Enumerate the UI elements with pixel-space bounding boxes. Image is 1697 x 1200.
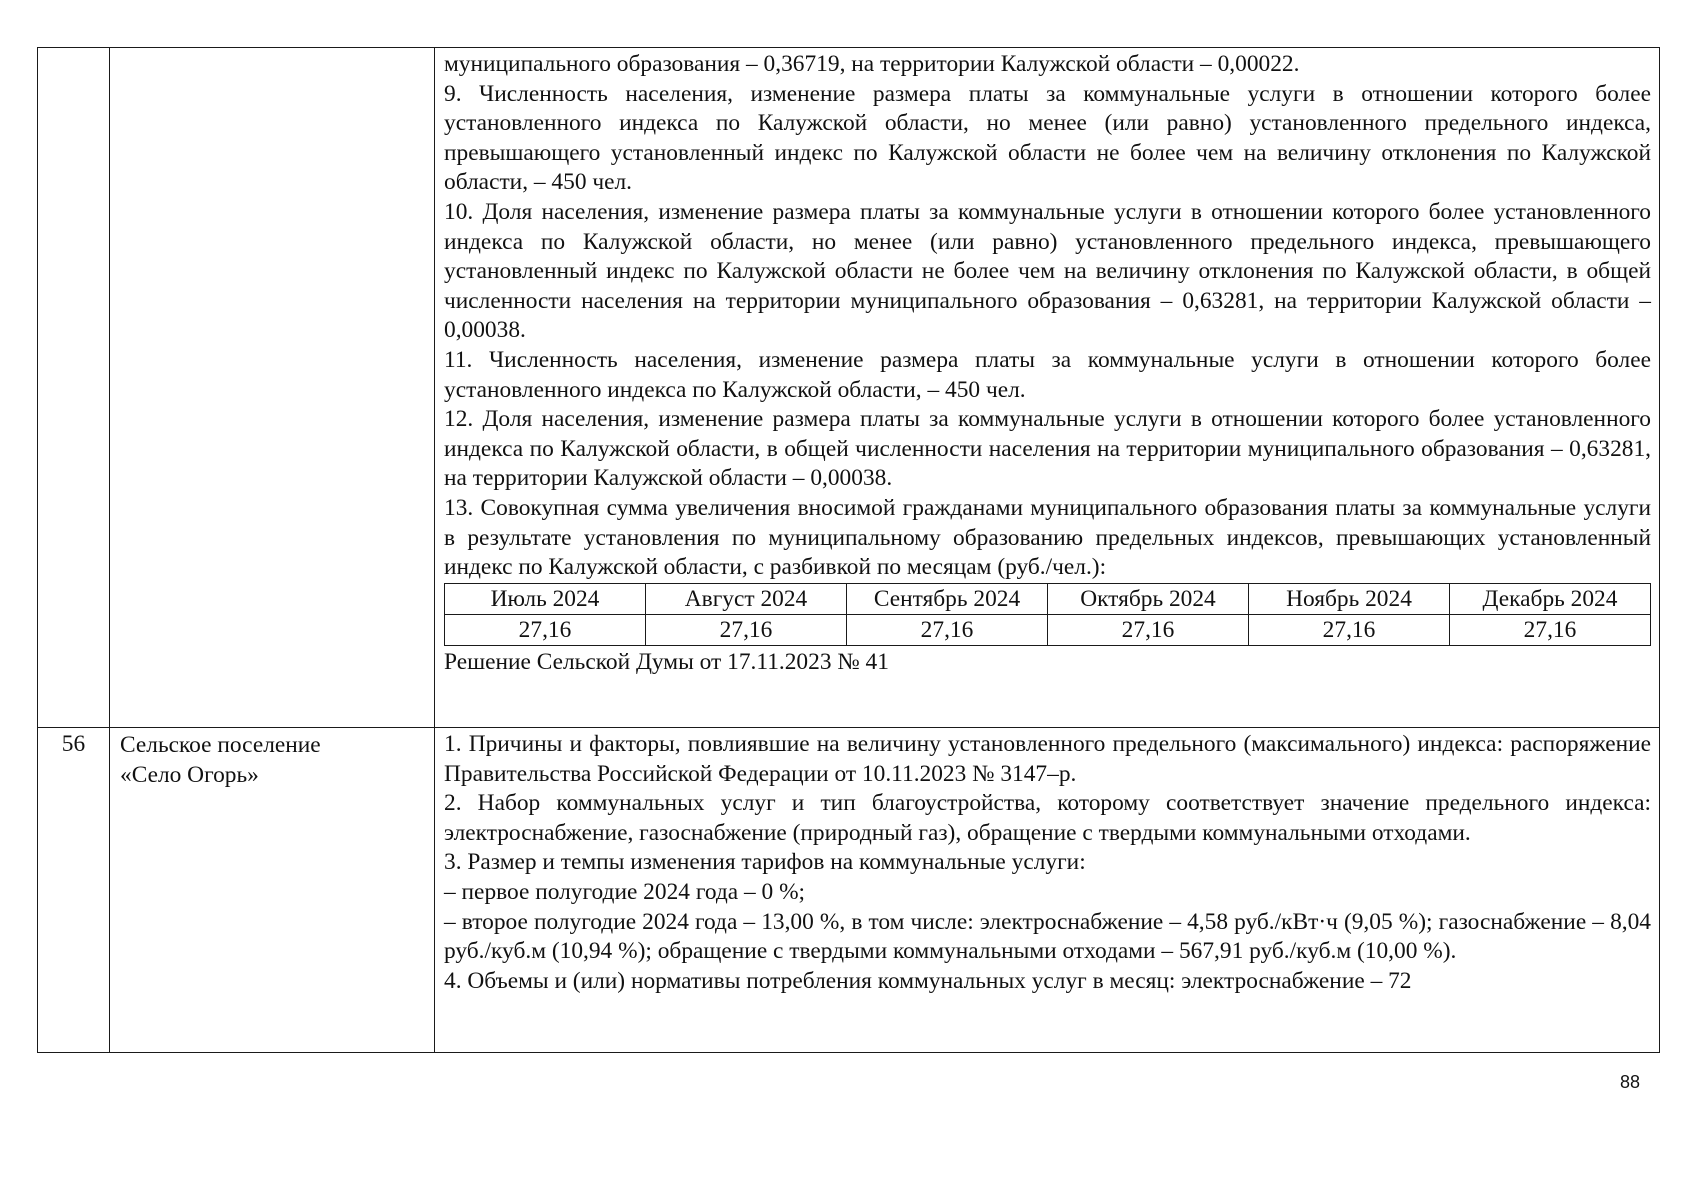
municipality-name-line: «Село Огорь» [120,762,259,788]
paragraph: 11. Численность населения, изменение размера платы за коммунальные услуги в отношении которого более установленного индекса по Калужской области, – 450 чел. [444,346,1651,403]
page-number: 88 [1620,1072,1641,1092]
paragraph: 9. Численность населения, изменение размера платы за коммунальные услуги в отношении которого более установленного индекса по Калужской области, но менее (или равно) установленного предельного индекса, превышающего установленный индекс по Калужской области не более чем на величину отклонения по Калужской области, – 450 чел. [444,80,1651,196]
municipality-name-line: Сельское поселение [120,732,321,758]
months-value-row [445,614,1651,645]
paragraph: 4. Объемы и (или) нормативы потребления коммунальных услуг в месяц: электроснабжение – 72 [444,967,1412,994]
month-header: Октябрь 2024 [1048,583,1249,614]
paragraph: 13. Совокупная сумма увеличения вносимой гражданами муниципального образования платы за коммунальные услуги в результате установления по муниципальному образованию предельных индексов, превышающих установленный индекс по Калужской области, с разбивкой по месяцам (руб./чел.): [444,494,1651,581]
decision-reference: Решение Сельской Думы от 17.11.2023 № 41 [444,648,889,675]
months-header-row [445,583,1651,614]
paragraph: – второе полугодие 2024 года – 13,00 %, в том числе: электроснабжение – 4,58 руб./кВт·ч (9,05 %); газоснабжение – 8,04 руб./куб.м (10,94 %); обращение с твердыми коммунальными отходами – 567,91 руб./куб.м (10,00 %). [444,908,1651,965]
month-header: Декабрь 2024 [1450,583,1651,614]
municipal-index-table [37,47,1660,1053]
month-value: 27,16 [445,614,646,645]
paragraph: – первое полугодие 2024 года – 0 %; [444,878,806,905]
month-header: Август 2024 [646,583,847,614]
municipality-name-cell [110,48,435,728]
paragraph: 1. Причины и факторы, повлиявшие на величину установленного предельного (максимального) индекса: распоряжение Правительства Российской Федерации от 10.11.2023 № 3147–р. [444,731,1651,787]
paragraph: муниципального образования – 0,36719, на территории Калужской области – 0,00022. [444,51,1300,77]
description-cell [435,728,1660,1053]
month-value: 27,16 [847,614,1048,645]
paragraph: 2. Набор коммунальных услуг и тип благоустройства, которому соответствует значение предельного индекса: электроснабжение, газоснабжение (природный газ), обращение с твердыми коммунальными отходами. [444,790,1651,846]
month-header: Ноябрь 2024 [1249,583,1450,614]
month-header: Сентябрь 2024 [847,583,1048,614]
month-value: 27,16 [1249,614,1450,645]
month-header: Июль 2024 [445,583,646,614]
monthly-increase-table [444,583,1651,646]
table-row [38,728,1660,1053]
paragraph: 12. Доля населения, изменение размера платы за коммунальные услуги в отношении которого более установленного индекса по Калужской области, в общей численности населения на территории муниципального образования – 0,63281, на территории Калужской области – 0,00038. [444,406,1651,492]
month-value: 27,16 [1450,614,1651,645]
month-value: 27,16 [1048,614,1249,645]
paragraph: 3. Размер и темпы изменения тарифов на коммунальные услуги: [444,849,1086,876]
description-cell [435,48,1660,728]
municipality-name-cell [110,728,435,1053]
month-value: 27,16 [646,614,847,645]
paragraph: 10. Доля населения, изменение размера платы за коммунальные услуги в отношении которого более установленного индекса по Калужской области, но менее (или равно) установленного предельного индекса, превышающего установленный индекс по Калужской области не более чем на величину отклонения по Калужской области, в общей численности населения на территории муниципального образования – 0,63281, на территории Калужской области – 0,00038. [444,198,1651,344]
row-number-cell: 56 [38,728,110,1053]
table-row [38,48,1660,728]
row-number-cell [38,48,110,728]
